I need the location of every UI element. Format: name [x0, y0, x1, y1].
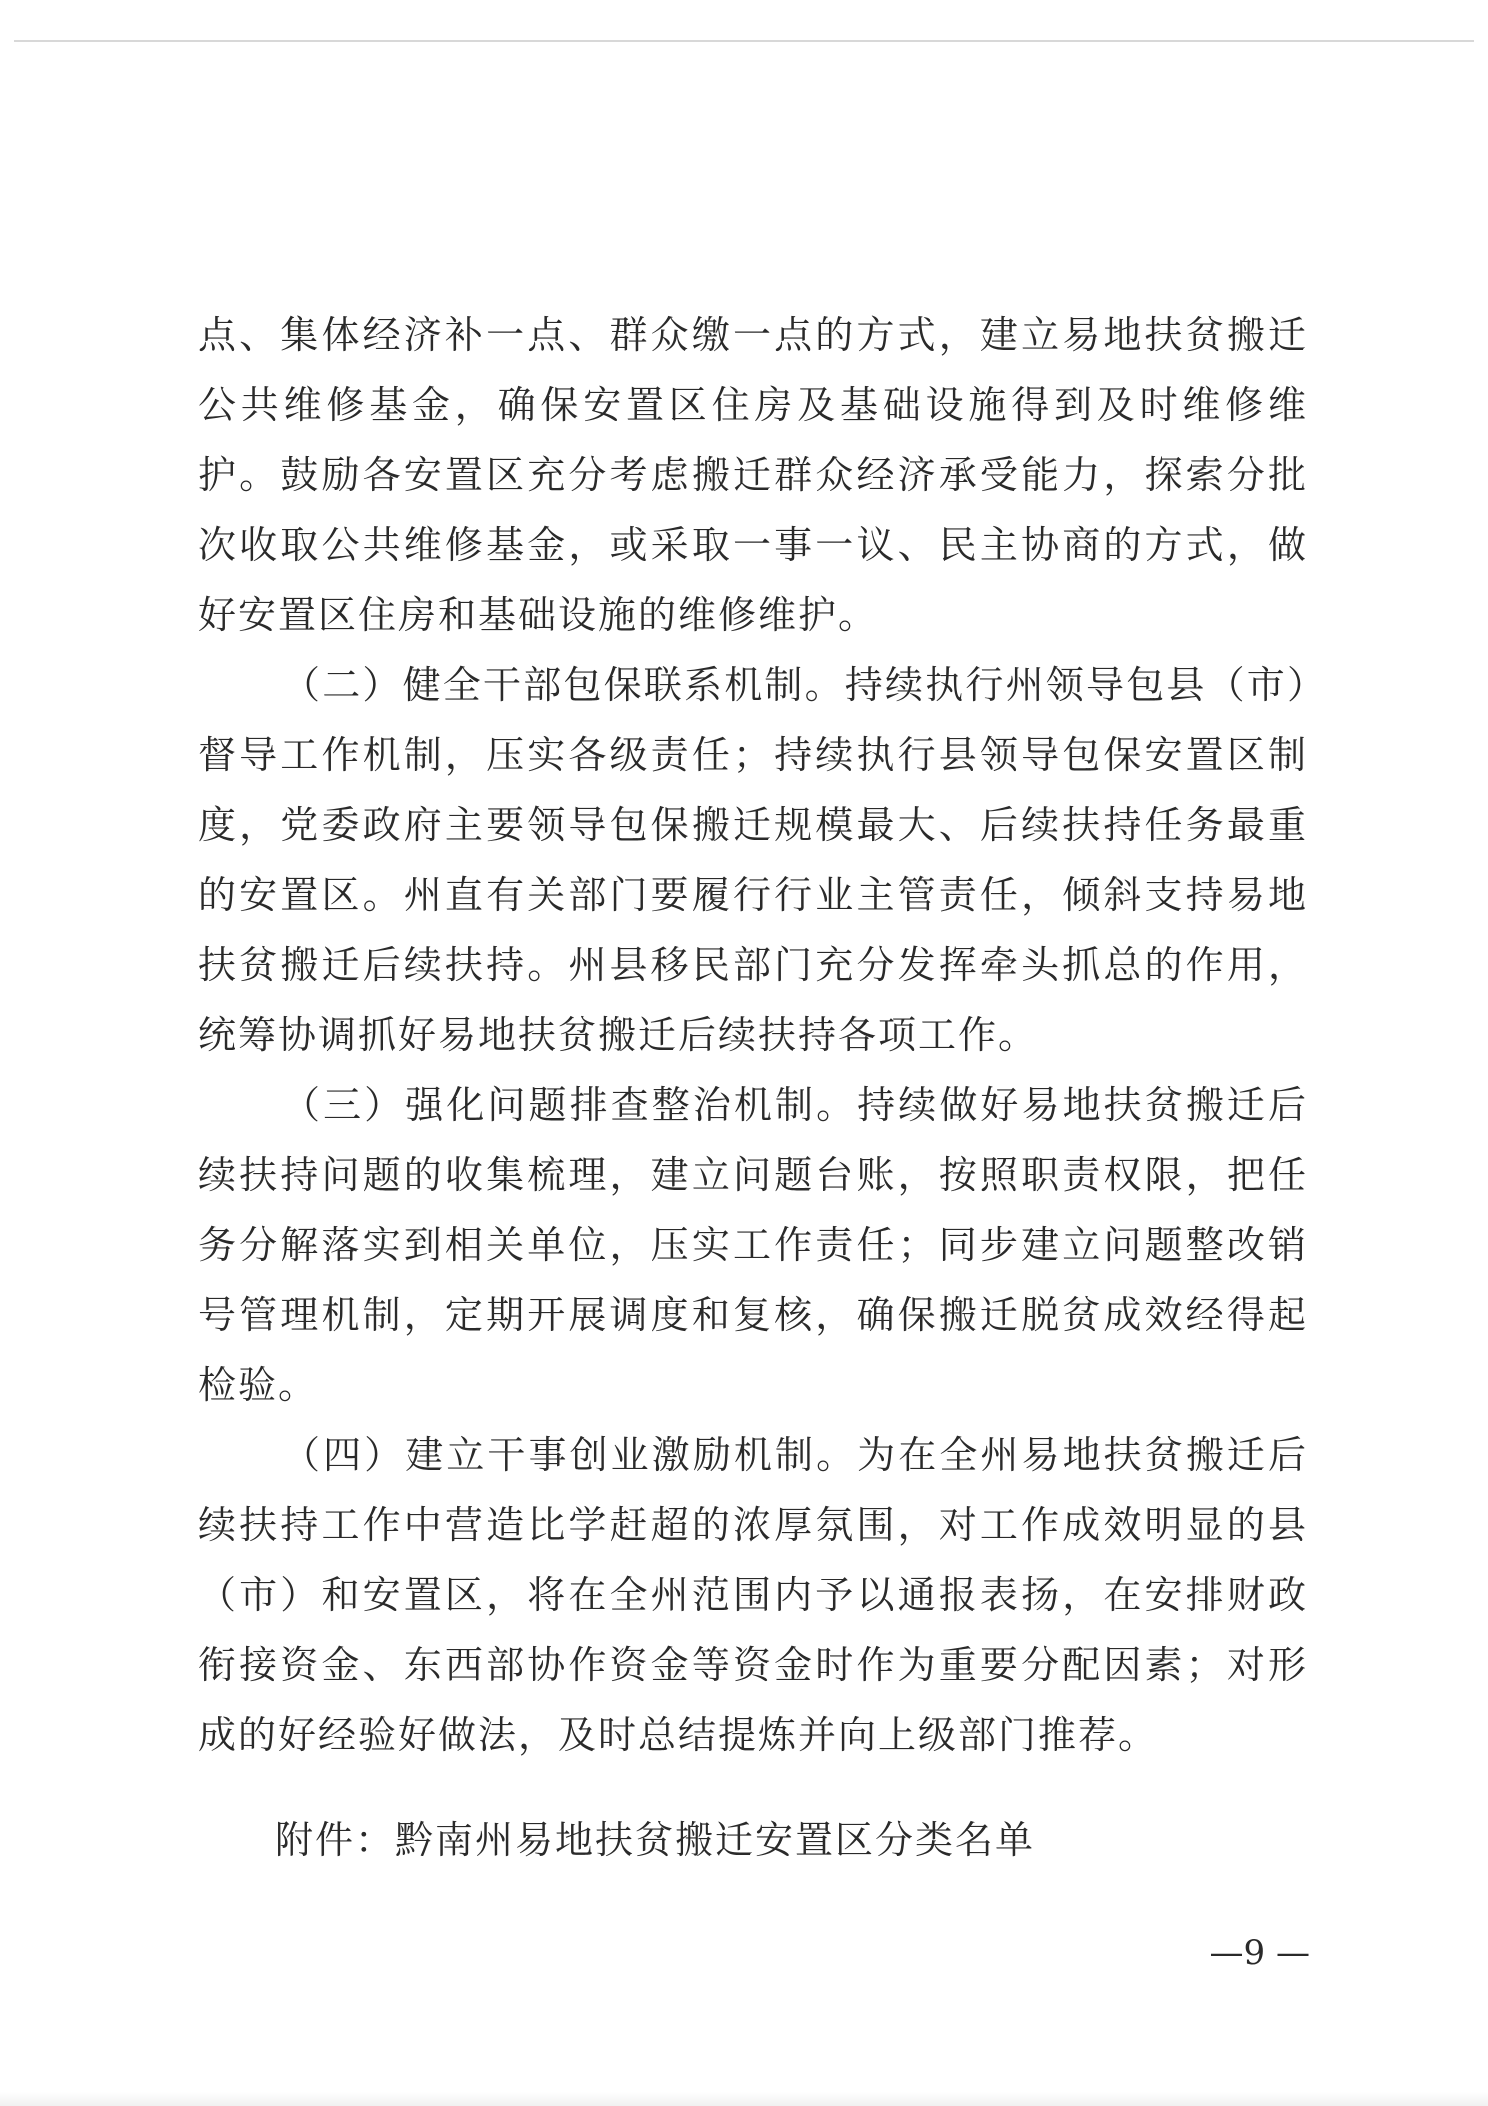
paragraph-incentive: （四）建立干事创业激励机制。为在全州易地扶贫搬迁后续扶持工作中营造比学赶超的浓厚氛围，对工作成效明显的县（市）和安置区，将在全州范围内予以通报表扬，在安排财政衔接资金、东西部协作资金等资金时作为重要分配因素；对形成的好经验好做法，及时总结提炼并向上级部门推荐。 [198, 1433, 1308, 1757]
attachment-line: 附件：黔南州易地扶贫搬迁安置区分类名单 [275, 1818, 1036, 1862]
bottom-edge-shadow [0, 2092, 1488, 2106]
page-number: —9 — [1209, 1933, 1310, 1973]
document-body [198, 300, 1308, 1770]
top-border-line [14, 40, 1474, 42]
paragraph-problem-check: （三）强化问题排查整治机制。持续做好易地扶贫搬迁后续扶持问题的收集梳理，建立问题台账，按照职责权限，把任务分解落实到相关单位，压实工作责任；同步建立问题整改销号管理机制，定期开展调度和复核，确保搬迁脱贫成效经得起检验。 [198, 1083, 1308, 1407]
paragraph-continuation: 点、集体经济补一点、群众缴一点的方式，建立易地扶贫搬迁公共维修基金，确保安置区住房及基础设施得到及时维修维护。鼓励各安置区充分考虑搬迁群众经济承受能力，探索分批次收取公共维修基金，或采取一事一议、民主协商的方式，做好安置区住房和基础设施的维修维护。 [198, 313, 1308, 637]
paragraph-cadre-mechanism: （二）健全干部包保联系机制。持续执行州领导包县（市）督导工作机制，压实各级责任；持续执行县领导包保安置区制度，党委政府主要领导包保搬迁规模最大、后续扶持任务最重的安置区。州直有关部门要履行行业主管责任，倾斜支持易地扶贫搬迁后续扶持。州县移民部门充分发挥牵头抓总的作用，统筹协调抓好易地扶贫搬迁后续扶持各项工作。 [198, 663, 1308, 1057]
